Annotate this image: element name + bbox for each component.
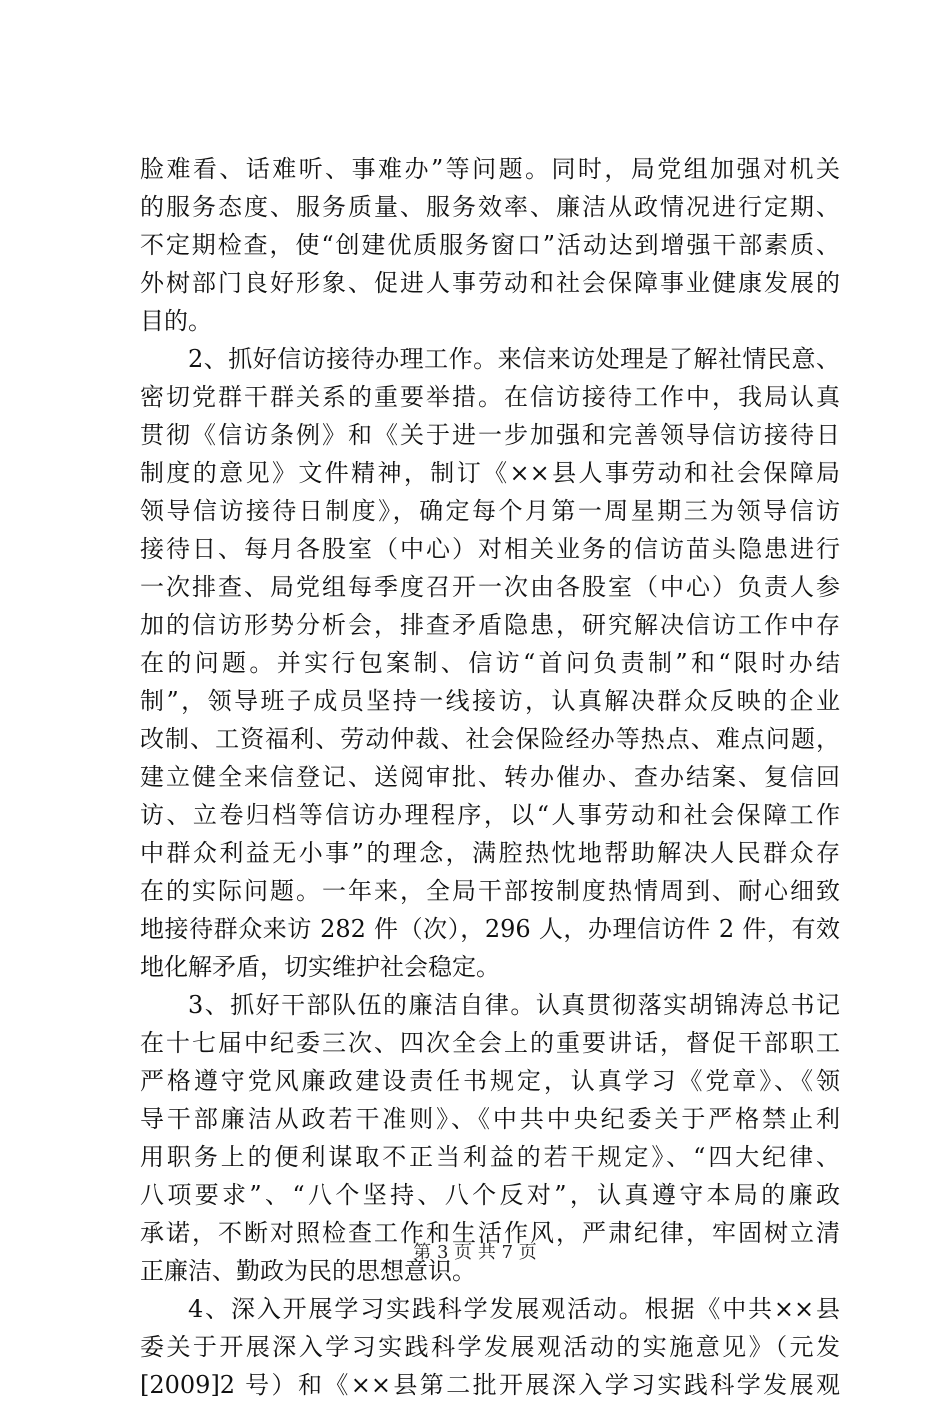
text-line: 改制、工资福利、劳动仲裁、社会保险经办等热点、难点问题， [140, 725, 840, 753]
paragraph-start-line: 4、深入开展学习实践科学发展观活动。根据《中共××县 [188, 1295, 840, 1323]
text-line: 脸难看、话难听、事难办”等问题。同时，局党组加强对机关 [140, 155, 840, 183]
text-line: 访、立卷归档等信访办理程序，以“人事劳动和社会保障工作 [140, 801, 840, 829]
text-line: 加的信访形势分析会，排查矛盾隐患，研究解决信访工作中存 [140, 611, 840, 639]
text-line: 中群众利益无小事”的理念，满腔热忱地帮助解决人民群众存 [140, 839, 840, 867]
text-line: 在的问题。并实行包案制、信访“首问负责制”和“限时办结 [140, 649, 840, 677]
text-line: 制度的意见》文件精神，制订《××县人事劳动和社会保障局 [140, 459, 840, 487]
text-line: 制”，领导班子成员坚持一线接访，认真解决群众反映的企业 [140, 687, 840, 715]
text-line: 目的。 [140, 307, 212, 335]
text-line: 建立健全来信登记、送阅审批、转办催办、查办结案、复信回 [140, 763, 840, 791]
text-line: 不定期检查，使“创建优质服务窗口”活动达到增强干部素质、 [140, 231, 840, 259]
text-line: 在的实际问题。一年来，全局干部按制度热情周到、耐心细致 [140, 877, 840, 905]
text-line: 地接待群众来访 282 件（次），296 人，办理信访件 2 件，有效 [140, 915, 840, 943]
text-line: 的服务态度、服务质量、服务效率、廉洁从政情况进行定期、 [140, 193, 840, 221]
text-line: 严格遵守党风廉政建设责任书规定，认真学习《党章》、《领 [140, 1067, 840, 1095]
page-footer: 第 3 页 共 7 页 [413, 1242, 537, 1263]
text-line: 贯彻《信访条例》和《关于进一步加强和完善领导信访接待日 [140, 421, 840, 449]
text-line: 承诺，不断对照检查工作和生活作风，严肃纪律，牢固树立清 [140, 1219, 840, 1247]
text-line: 一次排查、局党组每季度召开一次由各股室（中心）负责人参 [140, 573, 840, 601]
text-line: [2009]2 号）和《××县第二批开展深入学习实践科学发展观 [140, 1371, 840, 1399]
text-line: 用职务上的便利谋取不正当利益的若干规定》、“四大纪律、 [140, 1143, 840, 1171]
text-line: 在十七届中纪委三次、四次全会上的重要讲话，督促干部职工 [140, 1029, 840, 1057]
text-line: 委关于开展深入学习实践科学发展观活动的实施意见》（元发 [140, 1333, 840, 1361]
paragraph-start-line: 2、抓好信访接待办理工作。来信来访处理是了解社情民意、 [188, 345, 840, 373]
text-line: 接待日、每月各股室（中心）对相关业务的信访苗头隐患进行 [140, 535, 840, 563]
body-text [140, 150, 840, 1404]
paragraph-start-line: 3、抓好干部队伍的廉洁自律。认真贯彻落实胡锦涛总书记 [188, 991, 840, 1019]
text-line: 密切党群干群关系的重要举措。在信访接待工作中，我局认真 [140, 383, 840, 411]
text-line: 导干部廉洁从政若干准则》、《中共中央纪委关于严格禁止利 [140, 1105, 840, 1133]
text-line: 外树部门良好形象、促进人事劳动和社会保障事业健康发展的 [140, 269, 840, 297]
text-line: 领导信访接待日制度》，确定每个月第一周星期三为领导信访 [140, 497, 840, 525]
text-line: 八项要求”、“八个坚持、八个反对”，认真遵守本局的廉政 [140, 1181, 840, 1209]
text-line: 地化解矛盾，切实维护社会稳定。 [140, 953, 500, 981]
text-line: 正廉洁、勤政为民的思想意识。 [140, 1257, 476, 1285]
